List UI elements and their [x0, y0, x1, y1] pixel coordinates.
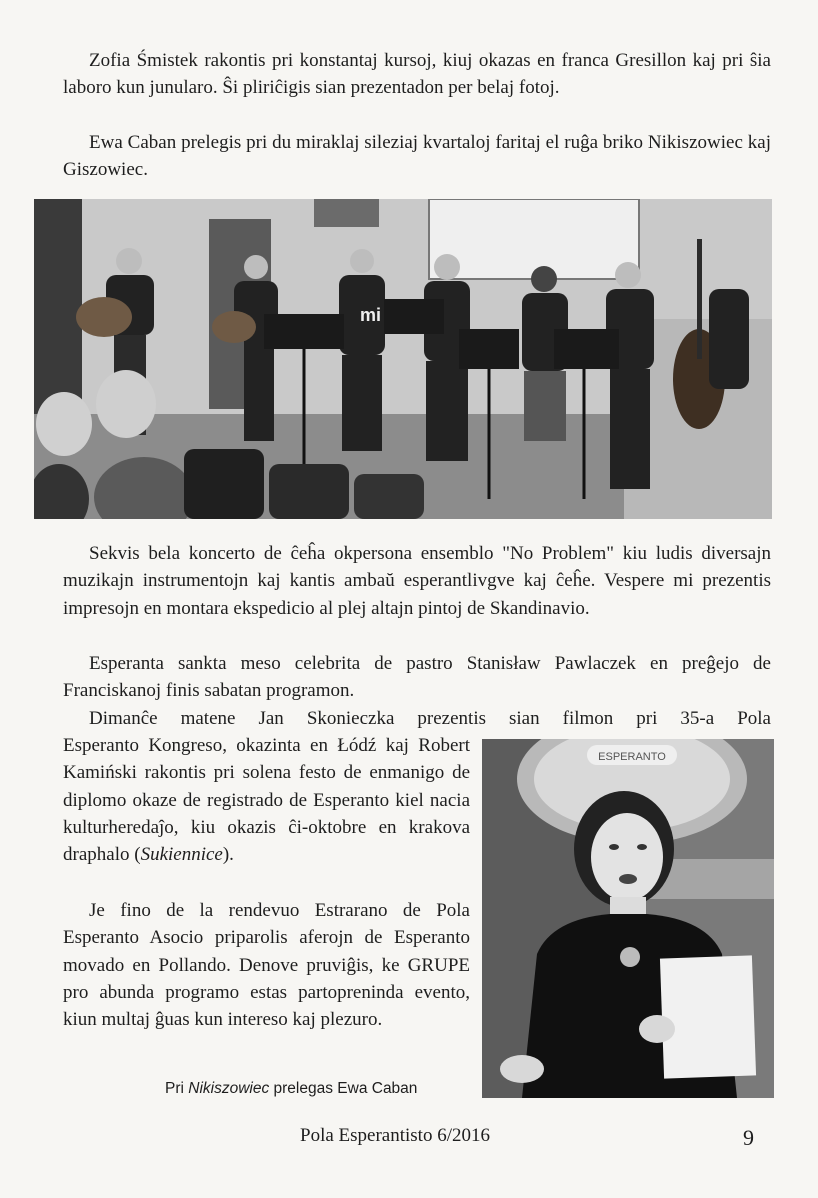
photo-caption	[165, 1080, 417, 1098]
paragraph-1: Zofia Śmistek rakontis pri konstantaj kursoj, kiuj okazas en franca Gresillon kaj pri ŝia laboro kun junularo. Ŝi pliriĉigis sian prezentadon per belaj fotoj.	[63, 50, 771, 99]
caption-prefix: Pri	[165, 1080, 189, 1097]
paragraph-5-first-line: Dimanĉe matene Jan Skonieczka prezentis sian filmon pri 35-a Pola	[89, 708, 771, 729]
paragraph-6: Je fino de la rendevuo Estrarano de Pola Esperanto Asocio priparolis aferojn de Esperanto movado en Pollando. Denove pruviĝis, ke GRUPE pro abunda programo estas partopreninda evento, kiun multaj ĝuas kun intereso kaj plezuro.	[63, 900, 470, 1031]
journal-footer: Pola Esperantisto 6/2016	[300, 1125, 490, 1146]
paragraph-5	[63, 732, 470, 868]
concert-photo	[34, 199, 772, 519]
paragraph-3: Sekvis bela koncerto de ĉeĥa okpersona ensemblo "No Problem" kiu ludis diversajn muzikajn instrumentojn kaj kantis ambaŭ esperantlivgve kaj ĉeĥe. Vespere mi prezentis impresojn en montara ekspedicio al plej altajn pintoj de Skandinavio.	[63, 543, 771, 619]
shirt-text: mi	[360, 305, 382, 325]
paragraph-5-text-b: ).	[222, 844, 234, 866]
caption-suffix: prelegas Ewa Caban	[269, 1080, 418, 1097]
paragraph-5-text-a: Esperanto Kongreso, okazinta en Łódź kaj Robert Kamiński rakontis pri solena festo de enmanigo de diplomo okaze de registrado de Esperanto kiel nacia kulturheredaĵo, kiu okazis ĉi-oktobre en krakova draphalo (	[63, 735, 470, 866]
speaker-photo	[482, 739, 774, 1098]
page-number: 9	[743, 1125, 754, 1150]
caption-italic: Nikiszowiec	[188, 1080, 270, 1097]
sukiennice-italic: Sukiennice	[140, 844, 223, 866]
paragraph-2: Ewa Caban prelegis pri du miraklaj sileziaj kvartaloj faritaj el ruĝa briko Nikiszowiec kaj Giszowiec.	[63, 132, 771, 181]
paragraph-4: Esperanta sankta meso celebrita de pastro Stanisław Pawlaczek en preĝejo de Franciskanoj finis sabatan programon.	[63, 653, 771, 702]
banner-text: ESPERANTO	[598, 751, 666, 763]
